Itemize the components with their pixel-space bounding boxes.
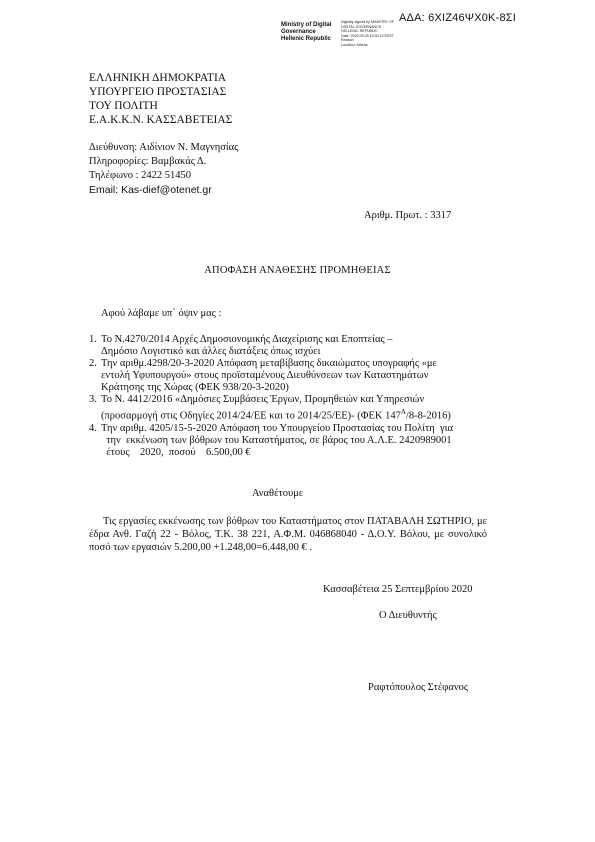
protocol-number: Αριθμ. Πρωτ. : 3317 — [364, 210, 452, 221]
signature-line: Digitally signed by MINISTRY OF — [341, 20, 394, 24]
list-item: 2. Την αριθμ.4298/20-3-2020 Απόφαση μεταβίβασης δικαιώματος υπογραφής «με εντολή Υφυπουργού» στους προϊσταμένους Διευθύνσεων των Καταστημάτων Κράτησης της Χώρας (ΦΕΚ 938/20-3-2020) — [89, 358, 437, 393]
header-line: ΤΟΥ ΠΟΛΙΤΗ — [89, 100, 158, 112]
info-line: Πληροφορίες: Βαμβακάς Δ. — [89, 156, 207, 167]
list-item: 4. Την αριθμ. 4205/15-5-2020 Απόφαση του Υπουργείου Προστασίας του Πολίτη για την εκκένωση των βόθρων του Καταστήματος, σε βάρος του Α.Λ.Ε. 2420989001 έτους 2020, ποσού 6.500,00 € — [89, 422, 453, 458]
seal-line: Governance — [281, 29, 316, 35]
digital-signature-details — [341, 20, 394, 47]
email-line: Email: Kas-dief@otenet.gr — [89, 184, 212, 196]
assignment-paragraph: Τις εργασίες εκκένωσης των βόθρων του Καταστήματος στον ΠΑΤΑΒΑΛΗ ΣΩΤΗΡΙΟ, με έδρα Ανθ. Γαζή 22 - Βόλος, Τ.Κ. 38 221, Α.Φ.Μ. 046868040 - Δ.Ο.Υ. Βόλου, με συνολικό ποσό των εργασιών 5.200,00 +1.248,00=6.448,00 € . — [89, 516, 487, 553]
signer-name: Ραφτόπουλος Στέφανος — [368, 682, 469, 693]
director-title: Ο Διευθυντής — [379, 610, 437, 621]
header-line: ΕΛΛΗΝΙΚΗ ΔΗΜΟΚΡΑΤΙΑ — [89, 72, 227, 84]
header-line: ΥΠΟΥΡΓΕΙΟ ΠΡΟΣΤΑΣΙΑΣ — [89, 86, 227, 98]
seal-line: Ministry of Digital — [281, 22, 332, 28]
contact-block — [89, 141, 238, 197]
signature-line: DIGITAL GOVERNANCE — [341, 24, 382, 29]
date-line: Κασσαβέτεια 25 Σεπτεμβρίου 2020 — [323, 584, 473, 595]
address-line: Διεύθυνση: Αιδίνιον Ν. Μαγνησίας — [89, 142, 239, 153]
signature-line: Location: Athens — [341, 42, 368, 47]
list-item: 3. Το Ν. 4412/2016 «Δημόσιες Συμβάσεις Έργων, Προμηθειών και Υπηρεσιών (προσαρμογή στις Οδηγίες 2014/24/ΕΕ και το 2014/25/ΕΕ)- (ΦΕΚ $147^A/8-8-2016$) — [89, 394, 451, 422]
assignment-heading: Αναθέτουμε — [252, 488, 304, 499]
issuer-header — [89, 71, 232, 127]
considerations-list — [89, 334, 476, 459]
phone-line: Τηλέφωνο : 2422 51450 — [89, 170, 192, 181]
signature-line: Reason: — [341, 38, 355, 42]
preamble-line: Αφού λάβαμε υπ΄ όψιν μας : — [101, 308, 222, 319]
ada-code: ΑΔΑ: 6ΧΙΖ46ΨΧ0Κ-8ΣΙ — [399, 12, 517, 24]
signature-line: HELLENIC REPUBLIC — [341, 29, 378, 33]
seal-line: Hellenic Republic — [281, 36, 332, 42]
signature-line: Date: 2020.09.25 15:30:14 EEST — [341, 33, 394, 38]
digital-seal-label — [281, 22, 331, 43]
document-title: ΑΠΟΦΑΣΗ ΑΝΑΘΕΣΗΣ ΠΡΟΜΗΘΕΙΑΣ — [204, 265, 391, 276]
list-item: 1. Το Ν.4270/2014 Αρχές Δημοσιονομικής Διαχείρισης και Εποπτείας – Δημόσιο Λογιστικό και άλλες διατάξεις όπως ισχύει — [89, 334, 393, 357]
header-line: Ε.Α.Κ.Κ.Ν. ΚΑΣΣΑΒΕΤΕΙΑΣ — [89, 114, 233, 126]
